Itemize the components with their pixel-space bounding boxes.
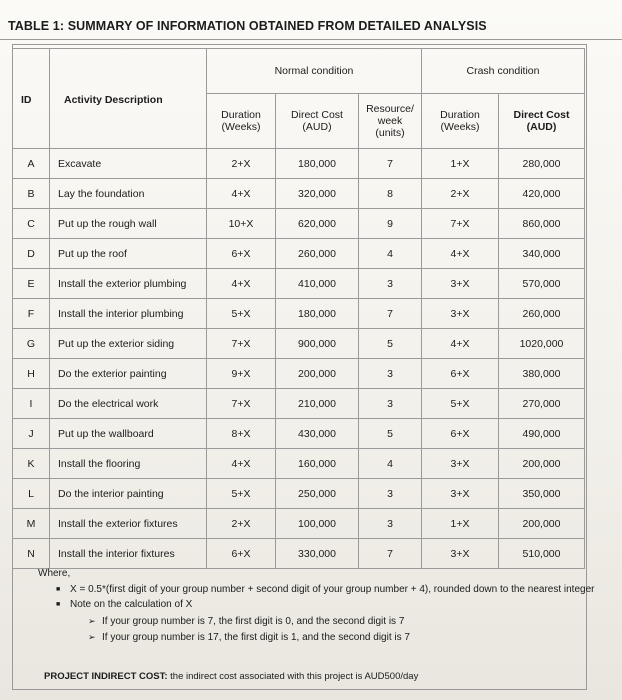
- table-row: [13, 299, 585, 329]
- cell-resource: 4: [359, 239, 422, 269]
- cell-resource: 3: [359, 479, 422, 509]
- notes-section: [38, 567, 594, 645]
- cell-duration: 2+X: [207, 149, 276, 179]
- cell-crash-direct-cost: 270,000: [499, 389, 585, 419]
- cell-duration: 10+X: [207, 209, 276, 239]
- cell-resource: 3: [359, 359, 422, 389]
- header-activity: Activity Description: [50, 94, 207, 149]
- cell-id: E: [13, 269, 50, 299]
- cell-crash-duration: 4+X: [422, 329, 499, 359]
- cell-resource: 4: [359, 449, 422, 479]
- divider: [0, 39, 622, 40]
- cell-direct-cost: 320,000: [276, 179, 359, 209]
- cell-resource: 8: [359, 179, 422, 209]
- header-normal-condition: Normal condition: [207, 49, 422, 94]
- cell-crash-direct-cost: 420,000: [499, 179, 585, 209]
- cell-duration: 5+X: [207, 299, 276, 329]
- cell-crash-duration: 6+X: [422, 359, 499, 389]
- header-id-blank: [13, 49, 50, 94]
- cell-duration: 4+X: [207, 179, 276, 209]
- cell-activity: Put up the rough wall: [50, 209, 207, 239]
- cell-id: H: [13, 359, 50, 389]
- cell-direct-cost: 260,000: [276, 239, 359, 269]
- cell-direct-cost: 180,000: [276, 299, 359, 329]
- cell-resource: 3: [359, 269, 422, 299]
- notes-note: ■ Note on the calculation of X: [56, 598, 594, 612]
- cell-activity: Put up the exterior siding: [50, 329, 207, 359]
- cell-crash-duration: 5+X: [422, 389, 499, 419]
- cell-id: F: [13, 299, 50, 329]
- cell-direct-cost: 620,000: [276, 209, 359, 239]
- cell-direct-cost: 250,000: [276, 479, 359, 509]
- cell-direct-cost: 410,000: [276, 269, 359, 299]
- cell-crash-direct-cost: 510,000: [499, 539, 585, 569]
- notes-example-2: ➢ If your group number is 17, the first digit is 1, and the second digit is 7: [88, 631, 594, 645]
- table-row: [13, 179, 585, 209]
- table-row: [13, 479, 585, 509]
- cell-duration: 8+X: [207, 419, 276, 449]
- cell-duration: 4+X: [207, 449, 276, 479]
- project-label: PROJECT INDIRECT COST:: [44, 671, 168, 682]
- cell-crash-duration: 3+X: [422, 539, 499, 569]
- cell-activity: Install the exterior fixtures: [50, 509, 207, 539]
- cell-id: I: [13, 389, 50, 419]
- header-crash-direct-cost: Direct Cost (AUD): [499, 94, 585, 149]
- cell-crash-direct-cost: 350,000: [499, 479, 585, 509]
- cell-resource: 5: [359, 419, 422, 449]
- cell-id: C: [13, 209, 50, 239]
- cell-activity: Do the interior painting: [50, 479, 207, 509]
- cell-resource: 7: [359, 539, 422, 569]
- cell-crash-duration: 1+X: [422, 509, 499, 539]
- cell-crash-direct-cost: 380,000: [499, 359, 585, 389]
- cell-resource: 3: [359, 389, 422, 419]
- table-row: [13, 359, 585, 389]
- table-row: [13, 539, 585, 569]
- header-crash-duration: Duration (Weeks): [422, 94, 499, 149]
- header-activity-blank: [50, 49, 207, 94]
- cell-resource: 3: [359, 509, 422, 539]
- table-row: [13, 329, 585, 359]
- cell-id: B: [13, 179, 50, 209]
- cell-duration: 7+X: [207, 389, 276, 419]
- cell-crash-duration: 2+X: [422, 179, 499, 209]
- cell-id: K: [13, 449, 50, 479]
- notes-formula: ■ X = 0.5*(first digit of your group number + second digit of your group number + 4), rounded down to the nearest integer: [56, 583, 594, 597]
- table-row: [13, 209, 585, 239]
- cell-crash-duration: 3+X: [422, 299, 499, 329]
- cell-crash-direct-cost: 200,000: [499, 449, 585, 479]
- header-duration: Duration (Weeks): [207, 94, 276, 149]
- cell-duration: 2+X: [207, 509, 276, 539]
- notes-where: Where,: [38, 568, 71, 579]
- cell-crash-direct-cost: 570,000: [499, 269, 585, 299]
- header-resource: Resource/ week (units): [359, 94, 422, 149]
- cell-activity: Put up the roof: [50, 239, 207, 269]
- cell-direct-cost: 330,000: [276, 539, 359, 569]
- cell-crash-duration: 3+X: [422, 449, 499, 479]
- notes-example-1: ➢ If your group number is 7, the first digit is 0, and the second digit is 7: [88, 615, 594, 629]
- cell-activity: Install the flooring: [50, 449, 207, 479]
- cell-activity: Excavate: [50, 149, 207, 179]
- cell-duration: 6+X: [207, 539, 276, 569]
- cell-crash-duration: 1+X: [422, 149, 499, 179]
- cell-direct-cost: 180,000: [276, 149, 359, 179]
- cell-direct-cost: 430,000: [276, 419, 359, 449]
- cell-direct-cost: 100,000: [276, 509, 359, 539]
- cell-crash-duration: 4+X: [422, 239, 499, 269]
- cell-duration: 9+X: [207, 359, 276, 389]
- cell-id: G: [13, 329, 50, 359]
- summary-table: [12, 48, 585, 569]
- cell-activity: Do the electrical work: [50, 389, 207, 419]
- header-direct-cost: Direct Cost (AUD): [276, 94, 359, 149]
- cell-crash-duration: 6+X: [422, 419, 499, 449]
- cell-activity: Lay the foundation: [50, 179, 207, 209]
- cell-id: M: [13, 509, 50, 539]
- cell-id: J: [13, 419, 50, 449]
- cell-direct-cost: 900,000: [276, 329, 359, 359]
- cell-crash-direct-cost: 200,000: [499, 509, 585, 539]
- table-row: [13, 419, 585, 449]
- header-id: ID: [13, 94, 50, 149]
- cell-resource: 7: [359, 149, 422, 179]
- table-row: [13, 509, 585, 539]
- cell-activity: Do the exterior painting: [50, 359, 207, 389]
- cell-resource: 5: [359, 329, 422, 359]
- cell-duration: 5+X: [207, 479, 276, 509]
- cell-activity: Install the interior plumbing: [50, 299, 207, 329]
- cell-direct-cost: 200,000: [276, 359, 359, 389]
- table-row: [13, 239, 585, 269]
- cell-crash-direct-cost: 280,000: [499, 149, 585, 179]
- header-crash-condition: Crash condition: [422, 49, 585, 94]
- cell-crash-duration: 7+X: [422, 209, 499, 239]
- table-row: [13, 449, 585, 479]
- cell-id: N: [13, 539, 50, 569]
- table-row: [13, 149, 585, 179]
- cell-activity: Put up the wallboard: [50, 419, 207, 449]
- table-row: [13, 269, 585, 299]
- cell-crash-duration: 3+X: [422, 269, 499, 299]
- cell-duration: 4+X: [207, 269, 276, 299]
- cell-resource: 9: [359, 209, 422, 239]
- cell-duration: 6+X: [207, 239, 276, 269]
- table-row: [13, 389, 585, 419]
- cell-direct-cost: 210,000: [276, 389, 359, 419]
- table-title: TABLE 1: SUMMARY OF INFORMATION OBTAINED FROM DETAILED ANALYSIS: [8, 19, 487, 33]
- project-text: the indirect cost associated with this project is AUD500/day: [170, 671, 419, 682]
- cell-resource: 7: [359, 299, 422, 329]
- cell-duration: 7+X: [207, 329, 276, 359]
- cell-activity: Install the exterior plumbing: [50, 269, 207, 299]
- cell-id: A: [13, 149, 50, 179]
- cell-crash-duration: 3+X: [422, 479, 499, 509]
- cell-id: L: [13, 479, 50, 509]
- cell-crash-direct-cost: 490,000: [499, 419, 585, 449]
- project-indirect-cost: [44, 671, 418, 682]
- cell-id: D: [13, 239, 50, 269]
- cell-crash-direct-cost: 260,000: [499, 299, 585, 329]
- cell-activity: Install the interior fixtures: [50, 539, 207, 569]
- cell-crash-direct-cost: 1020,000: [499, 329, 585, 359]
- cell-direct-cost: 160,000: [276, 449, 359, 479]
- cell-crash-direct-cost: 860,000: [499, 209, 585, 239]
- cell-crash-direct-cost: 340,000: [499, 239, 585, 269]
